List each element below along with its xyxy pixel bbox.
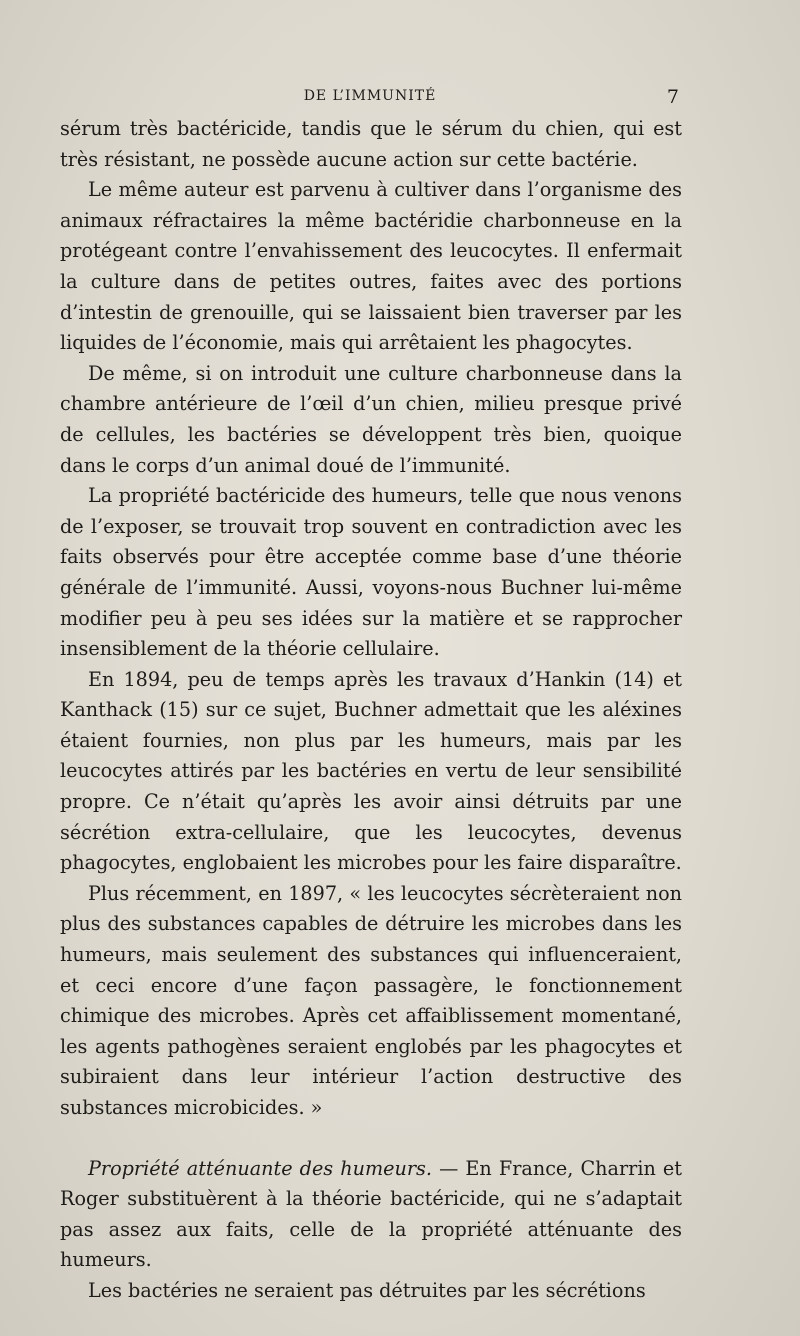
section-title: Propriété atténuante des humeurs.: [88, 1156, 433, 1180]
paragraph-continued: sérum très bactéricide, tandis que le sérum du chien, qui est très résistant, ne possède aucune action sur cette bactérie.: [60, 117, 682, 171]
section-gap: [60, 1124, 682, 1154]
paragraph: Plus récemment, en 1897, « les leucocytes sécrèteraient non plus des substances capables de détruire les microbes dans les humeurs, mais seulement des substances qui influenceraient, et ceci encore d’une façon passagère, le fonctionnement chimique des microbes. Après cet affaiblissement momentané, les agents pathogènes seraient englobés par les phagocytes et subiraient dans leur intérieur l’action destructive des substances microbicides. »: [60, 881, 682, 1119]
paragraph: En 1894, peu de temps après les travaux d’Hankin (14) et Kanthack (15) sur ce sujet, Buchner admettait que les aléxines étaient fournies, non plus par les humeurs, mais par les leucocytes attirés par les bactéries en vertu de leur sensibilité propre. Ce n’était qu’après les avoir ainsi détruits par une sécrétion extra-cellulaire, que les leucocytes, devenus phagocytes, englobaient les microbes pour les faire disparaître.: [60, 667, 682, 875]
paragraph: Le même auteur est parvenu à cultiver dans l’organisme des animaux réfractaires la même bactéridie charbonneuse en la protégeant contre l’envahissement des leucocytes. Il enfermait la culture dans de petites outres, faites avec des portions d’intestin de grenouille, qui se laissaient bien traverser par les liquides de l’économie, mais qui arrêtaient les phagocytes.: [60, 178, 682, 355]
running-title: DE L’IMMUNITÉ: [303, 88, 437, 104]
section-paragraph: [60, 1154, 682, 1276]
paragraph: La propriété bactéricide des humeurs, telle que nous venons de l’exposer, se trouvait trop souvent en contradiction avec les faits observés pour être acceptée comme base d’une théorie générale de l’immunité. Aussi, voyons-nous Buchner lui-même modifier peu à peu ses idées sur la matière et se rapprocher insensiblement de la théorie cellulaire.: [60, 484, 682, 661]
page-header: [60, 88, 680, 112]
paragraph: Les bactéries ne seraient pas détruites par les sécrétions: [88, 1278, 646, 1302]
section-text: — En France, Charrin et Roger substituèrent à la théorie bactéricide, qui ne s’adaptait pas assez aux faits, celle de la propriété atténuante des humeurs.: [60, 1156, 682, 1272]
page-body: [60, 114, 682, 1307]
paragraph: De même, si on introduit une culture charbonneuse dans la chambre antérieure de l’œil d’un chien, milieu presque privé de cellules, les bactéries se développent très bien, quoique dans le corps d’un animal doué de l’immunité.: [60, 361, 682, 477]
page-number: 7: [666, 86, 680, 108]
